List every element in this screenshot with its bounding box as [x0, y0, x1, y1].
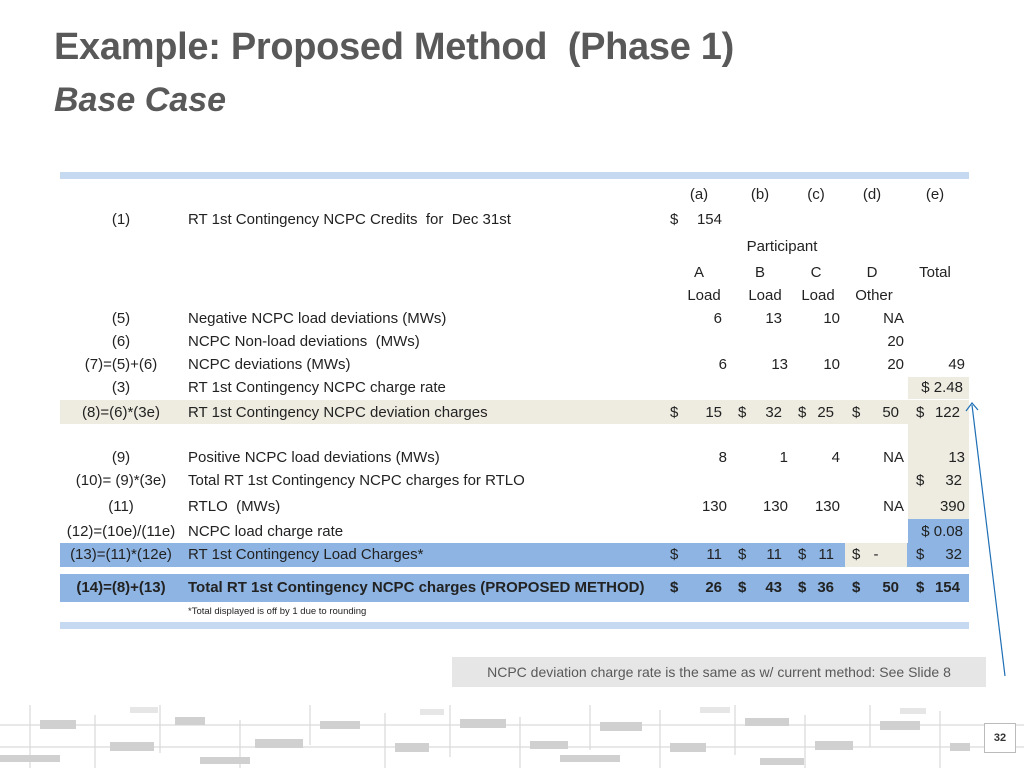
cell-c: 130 — [814, 498, 840, 515]
cell-total: 49 — [948, 356, 965, 373]
row-number: (3) — [111, 379, 131, 396]
dollar-sign: $ — [670, 404, 679, 421]
dollar-sign: $ — [852, 546, 861, 563]
row-description: Positive NCPC load deviations (MWs) — [188, 449, 440, 466]
cell-a: 11 — [706, 546, 722, 563]
row-description: NCPC Non-load deviations (MWs) — [188, 333, 420, 350]
row-number: (8)=(6)*(3e) — [82, 404, 160, 421]
row-number: (6) — [111, 333, 131, 350]
col-head-a: A — [693, 264, 704, 281]
slide-title: Example: Proposed Method (Phase 1) — [54, 26, 734, 68]
cell-d: 20 — [887, 333, 904, 350]
cell-total: 154 — [934, 579, 960, 596]
cell-total: 122 — [934, 404, 960, 421]
row-description: RT 1st Contingency NCPC charge rate — [188, 379, 446, 396]
cell-b: 130 — [762, 498, 788, 515]
dollar-sign: $ — [798, 579, 807, 596]
cell-b: 13 — [765, 310, 782, 327]
cell-total: 32 — [945, 472, 962, 489]
cell-d: 20 — [887, 356, 904, 373]
cell-b: 1 — [779, 449, 788, 466]
cell-c: 10 — [823, 310, 840, 327]
dollar-sign: $ — [852, 404, 861, 421]
cell-total: 13 — [948, 449, 965, 466]
cell-b: 32 — [765, 404, 782, 421]
row-description: Total RT 1st Contingency NCPC charges (PROPOSED METHOD) — [188, 579, 645, 596]
col-sub-c: Load — [801, 287, 835, 304]
cell-total: $ 0.08 — [921, 523, 963, 540]
cell-a: 8 — [718, 449, 727, 466]
cell-d: 50 — [882, 404, 899, 421]
dollar-sign: $ — [798, 546, 807, 563]
row-description: Total RT 1st Contingency NCPC charges for RTLO — [188, 472, 525, 489]
cell-d: NA — [883, 310, 904, 327]
dollar-sign: $ — [738, 546, 747, 563]
row-description: NCPC deviations (MWs) — [188, 356, 351, 373]
dollar-sign: $ — [916, 472, 925, 489]
dollar-sign: $ — [852, 579, 861, 596]
cell-a: 6 — [718, 356, 727, 373]
cell-c: 36 — [817, 579, 834, 596]
cell-d: 50 — [882, 579, 899, 596]
row-description: NCPC load charge rate — [188, 523, 344, 540]
dollar-sign: $ — [738, 579, 747, 596]
dollar-sign: $ — [670, 546, 679, 563]
col-letter-e: (e) — [925, 186, 945, 203]
col-letter-d: (d) — [862, 186, 882, 203]
cell-a: 15 — [705, 404, 722, 421]
col-head-d: D — [866, 264, 878, 281]
cell-c: 25 — [817, 404, 834, 421]
slide-subtitle: Base Case — [54, 81, 227, 119]
cell-b: 13 — [771, 356, 788, 373]
row-number: (14)=(8)+(13) — [76, 579, 166, 596]
row-number: (1) — [111, 211, 131, 228]
dollar-sign: $ — [798, 404, 807, 421]
row-description: RT 1st Contingency Load Charges* — [188, 546, 424, 563]
col-letter-b: (b) — [750, 186, 770, 203]
row-number: (5) — [111, 310, 131, 327]
callout-note: NCPC deviation charge rate is the same as w/ current method: See Slide 8 — [452, 657, 986, 687]
col-sub-d: Other — [855, 287, 893, 304]
col-letter-c: (c) — [807, 186, 825, 203]
col-sub-b: Load — [748, 287, 782, 304]
cell-total: 390 — [939, 498, 965, 515]
col-sub-a: Load — [687, 287, 721, 304]
dollar-sign: $ — [916, 546, 925, 563]
participant-label: Participant — [746, 238, 818, 255]
page-number: 32 — [984, 723, 1016, 753]
cell-d: NA — [883, 498, 904, 515]
col-head-b: B — [754, 264, 765, 281]
row-description: RT 1st Contingency NCPC deviation charges — [188, 404, 488, 421]
cell-a: 26 — [705, 579, 722, 596]
footnote: *Total displayed is off by 1 due to rounding — [188, 606, 367, 617]
row-description: RT 1st Contingency NCPC Credits for Dec 31st — [188, 211, 511, 228]
cell-c: 4 — [831, 449, 840, 466]
cell-d: NA — [883, 449, 904, 466]
cell-c: 10 — [823, 356, 840, 373]
row-number: (11) — [108, 498, 134, 515]
credits-value: 154 — [696, 211, 722, 228]
cell-a: 6 — [713, 310, 722, 327]
row-number: (9) — [111, 449, 131, 466]
row-number: (7)=(5)+(6) — [84, 356, 158, 373]
cell-c: 11 — [818, 546, 834, 563]
dollar-sign: $ — [670, 579, 679, 596]
col-head-total: Total — [919, 264, 951, 281]
row-number: (13)=(11)*(12e) — [70, 546, 172, 563]
circuit-pattern-decoration — [0, 705, 1024, 768]
cell-b: 11 — [766, 546, 782, 563]
row-description: RTLO (MWs) — [188, 498, 281, 515]
row-number: (10)= (9)*(3e) — [75, 472, 167, 489]
dollar-sign: $ — [916, 579, 925, 596]
col-head-c: C — [810, 264, 822, 281]
col-letter-a: (a) — [689, 186, 709, 203]
cell-d: - — [873, 546, 879, 563]
cell-a: 130 — [701, 498, 727, 515]
dollar-sign: $ — [916, 404, 925, 421]
cell-total: $ 2.48 — [921, 379, 963, 396]
row-description: Negative NCPC load deviations (MWs) — [188, 310, 447, 327]
dollar-sign: $ — [738, 404, 747, 421]
dollar-sign: $ — [670, 211, 679, 228]
cell-b: 43 — [765, 579, 782, 596]
row-number: (12)=(10e)/(11e) — [66, 523, 176, 540]
cell-total: 32 — [945, 546, 962, 563]
